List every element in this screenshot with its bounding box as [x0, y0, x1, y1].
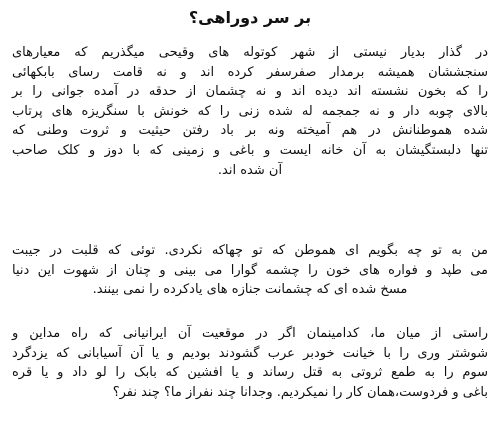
paragraph-line: باغی و فردوست،همان کار را نمیکردیم. وجدانا چند نفراز ما؟ چند نفر؟ — [112, 384, 488, 400]
page-title: بر سر دوراهی؟ — [188, 8, 312, 27]
paragraph-line: مسخ شده ای که چشمانت جنازه های یادکرده را نمی بینند. — [92, 282, 408, 298]
paragraph-1 — [12, 43, 488, 180]
paragraph-line: سوم را به طمع ثروتی به قتل رساند و یا افشین که بابک را لو داد و یا قره — [12, 365, 488, 381]
paragraph-2 — [12, 241, 488, 300]
paragraph-line: بالای چوبه دار و نه جمجمه له شده زنی را که خونش با سنگریزه های پرتاب — [12, 103, 488, 119]
paragraph-line: شده هموطنانش در هم آمیخته ونه بر باد رفتن حیثیت و ثروت وطنی که — [12, 123, 488, 139]
paragraph-line: می طپد و فواره های خون را چشمه گوارا می بینی و چنان از شهوت این دنیا — [12, 262, 488, 278]
paragraph-line: در گذار بدیار نیستی از شهر کوتوله های وقیحی میگذریم که معیارهای — [12, 45, 488, 60]
paragraph-line: سنجششان همیشه برمدار صفرسفر کرده اند و نه قامت رسای بابکهائی — [12, 64, 488, 80]
paragraph-3 — [12, 324, 488, 402]
paragraph-line: شوشتر وری را با خیانت خودبر عرب گشودند بودیم و یا آن آسیابانی که یزدگرد — [12, 345, 488, 361]
paragraph-line: تنها دلبستگیشان به آن خانه ایست و باغی و زمینی که با دوز و کلک صاحب — [12, 142, 488, 158]
paragraph-line: آن شده اند. — [217, 162, 283, 178]
paragraph-line: من به تو چه بگویم ای هموطن که تو چهاکه نکردی. توئی که قلبت در جیبت — [12, 243, 488, 258]
paragraph-line: راستی از میان ما، کدامینمان اگر در موقعیت آن ایرانیانی که راه مداین و — [12, 326, 488, 341]
paragraph-line: را که بخون نشسته اند دیده اند و نه چشمان از حدقه در آمده جوانی را بر — [12, 84, 488, 100]
